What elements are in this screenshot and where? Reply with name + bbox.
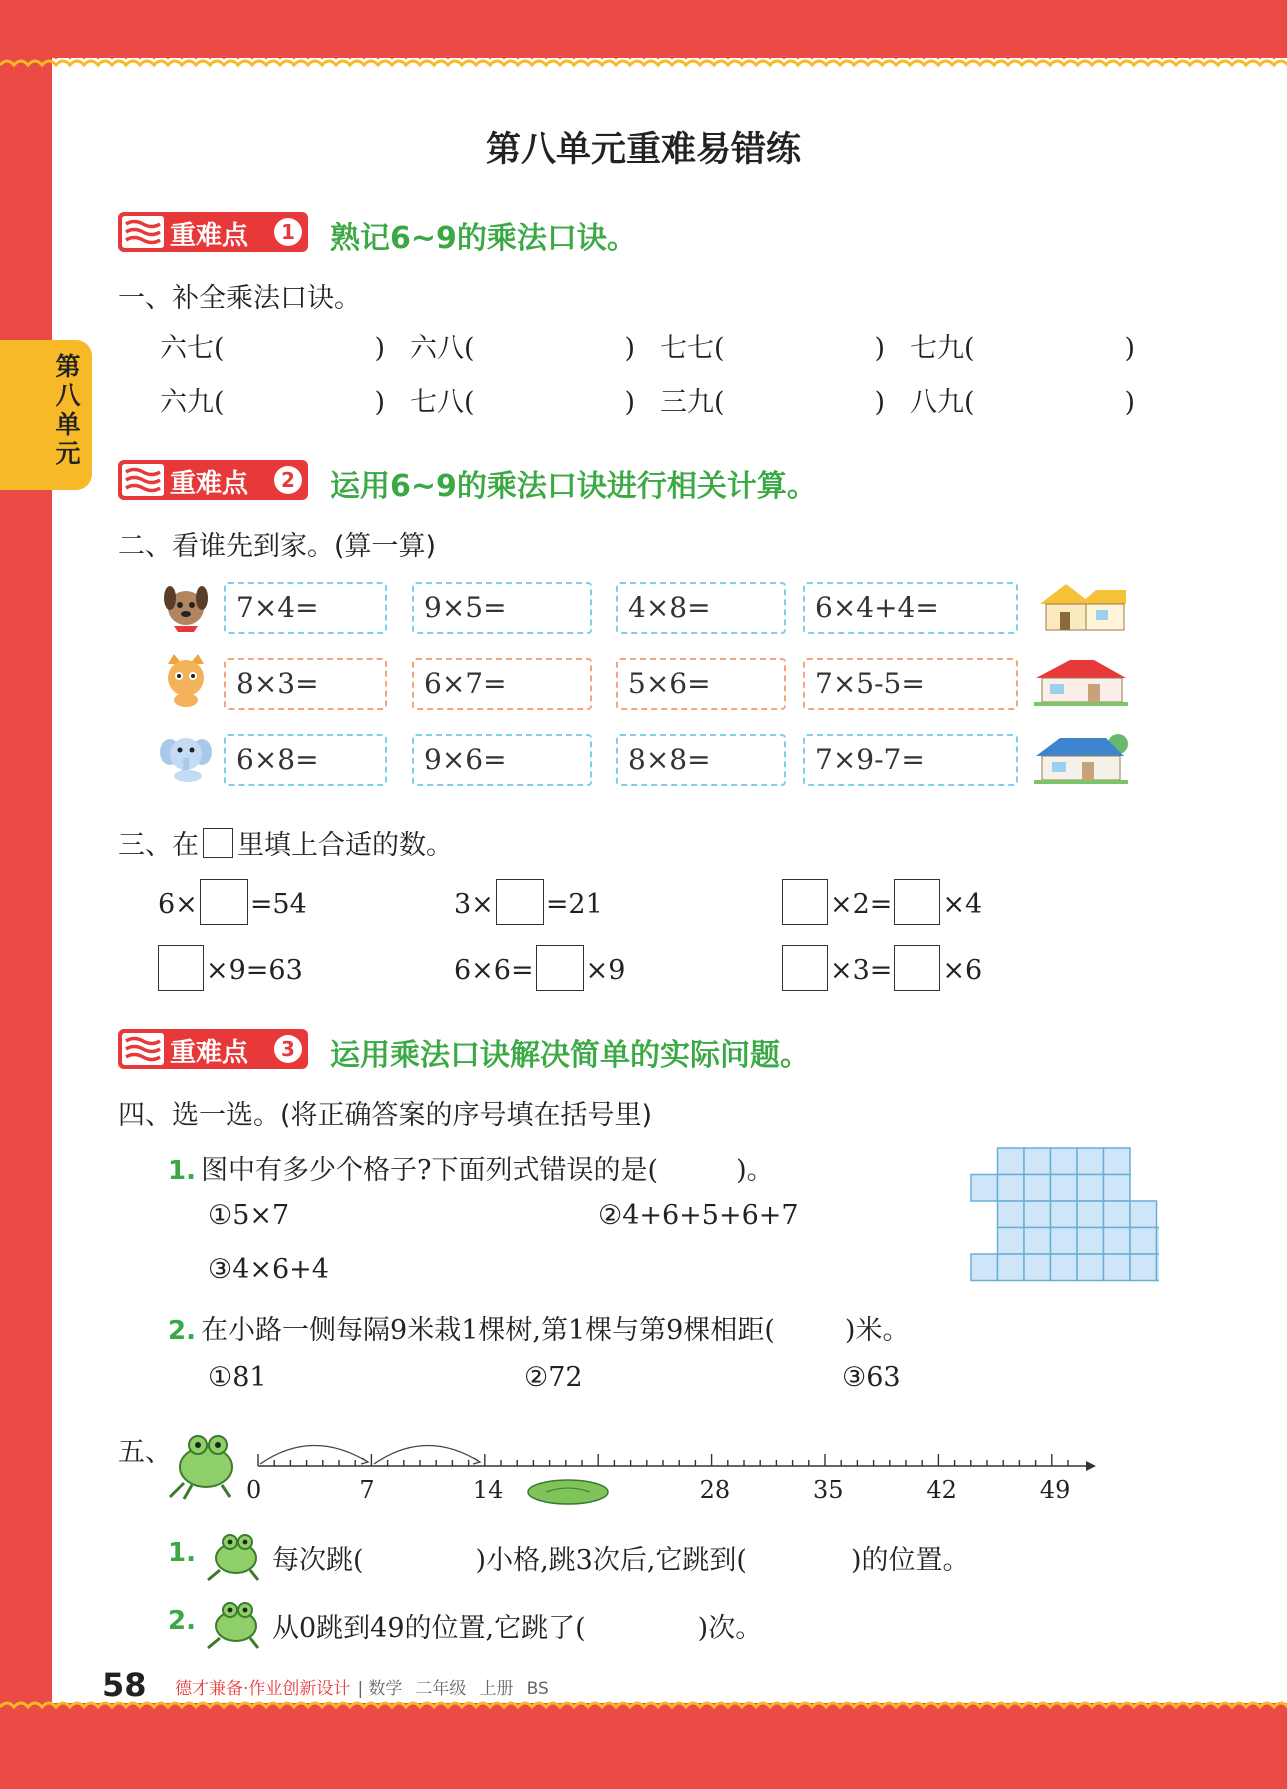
koujue-item [410,326,635,365]
grid-cell [998,1148,1025,1175]
equation-box[interactable]: 7×5-5= [803,658,1018,710]
eq-text: ×9=63 [206,955,303,986]
question-5-1-text [272,1538,970,1577]
answer-box[interactable] [158,945,204,991]
fill-eq-1 [158,879,307,925]
question-text: 图中有多少个格子?下面列式错误的是( [201,1155,659,1186]
number-line [250,1420,1100,1510]
key-point-number: 3 [274,1035,302,1063]
grid-cell [1130,1201,1157,1228]
grid-cell [1051,1254,1078,1281]
blank-box-sample [203,828,233,858]
eq-text: ×6 [942,955,983,986]
key-point-title: 运用6~9的乘法口诀进行相关计算。 [330,469,817,504]
section-4-heading: 四、选一选。(将正确答案的序号填在括号里) [118,1100,653,1131]
answer-box[interactable] [894,945,940,991]
eq-text: 6× [158,889,198,920]
koujue-text: 六八( [410,333,475,364]
eq-text: =54 [249,889,307,920]
grid-cell [1104,1148,1131,1175]
grid-cell [1104,1228,1131,1255]
answer-box[interactable] [200,879,248,925]
key-point-label: 重难点 [170,469,249,499]
elephant-icon [158,728,214,784]
stripes-icon [122,1033,164,1065]
question-5-1 [168,1538,196,1568]
key-point-title: 熟记6~9的乘法口诀。 [330,221,637,256]
question-4-1 [168,1148,774,1187]
grid-cell [998,1201,1025,1228]
grid-cell [1051,1228,1078,1255]
grid-cell [1051,1148,1078,1175]
footer-volume: 上册 [479,1679,514,1699]
grid-cell [1024,1201,1051,1228]
koujue-text: 七七( [660,333,725,364]
section-2-heading: 二、看谁先到家。(算一算) [118,531,437,562]
grid-cell [1024,1175,1051,1202]
equation-box[interactable]: 7×9-7= [803,734,1018,786]
grid-cell [1157,1228,1160,1255]
question-text: 从0跳到49的位置,它跳了( [272,1613,586,1644]
grid-cell [1077,1228,1104,1255]
tick-label: 35 [813,1476,844,1504]
koujue-item [910,380,1135,419]
question-number: 2. [168,1316,196,1346]
unit-side-tab-label: 第八单元 [55,352,81,468]
grid-cell [1051,1201,1078,1228]
grid-cell [998,1228,1025,1255]
section-1-heading: 一、补全乘法口诀。 [118,283,361,314]
tick-label: 28 [699,1476,731,1504]
footer-brand: 德才兼备·作业创新设计 [175,1679,351,1699]
koujue-text: 七八( [410,387,475,418]
grid-cell [1104,1175,1131,1202]
equation-box[interactable]: 7×4= [224,582,387,634]
answer-box[interactable] [536,945,584,991]
key-point-number: 2 [274,466,302,494]
grid-cell [971,1254,998,1281]
equation-box[interactable]: 9×5= [412,582,592,634]
koujue-text: 三九( [660,387,725,418]
grid-cell [1024,1148,1051,1175]
koujue-close: ) [624,333,636,364]
koujue-item [160,326,385,365]
question-5-2-text [272,1606,762,1645]
unit-side-tab [0,340,92,490]
grid-cell [1077,1254,1104,1281]
koujue-close: ) [1124,333,1136,364]
grid-cell [971,1175,998,1202]
koujue-item [660,326,885,365]
question-5-2 [168,1606,196,1636]
option-4-2-3: ③63 [842,1362,901,1393]
option-4-1-3: ③4×6+4 [208,1254,329,1285]
question-text: 在小路一侧每隔9米栽1棵树,第1棵与第9棵相距( [201,1315,775,1346]
fill-eq-4 [158,945,303,991]
koujue-close: ) [874,387,886,418]
equation-box[interactable]: 6×8= [224,734,387,786]
equation-box[interactable]: 9×6= [412,734,592,786]
grid-cell [1130,1254,1157,1281]
eq-text: ×2= [830,889,893,920]
tick-label: 0 [246,1476,262,1504]
frog-icon [162,1425,246,1501]
grid-cell [1051,1175,1078,1202]
key-point-label: 重难点 [170,221,249,251]
grid-cell [1104,1254,1131,1281]
grid-cell [1077,1148,1104,1175]
koujue-text: 六七( [160,333,225,364]
fill-eq-6 [782,945,982,991]
koujue-text: 六九( [160,387,225,418]
equation-box[interactable]: 4×8= [616,582,786,634]
section-3-heading-pre: 三、在 [118,830,199,861]
section-3-heading-post: 里填上合适的数。 [237,830,453,861]
option-4-2-2: ②72 [524,1362,583,1393]
question-number: 1. [168,1156,196,1186]
section-5-heading: 五、 [118,1437,172,1468]
cat-icon [160,652,212,708]
grid-cell [1130,1228,1157,1255]
equation-box[interactable]: 6×4+4= [803,582,1018,634]
option-4-2-1: ①81 [208,1362,267,1393]
eq-text: =21 [545,889,603,920]
koujue-item [410,380,635,419]
question-text: )的位置。 [850,1545,970,1576]
option-4-1-2: ②4+6+5+6+7 [598,1200,799,1231]
koujue-close: ) [374,333,386,364]
key-point-label: 重难点 [170,1038,249,1068]
grid-figure [969,1146,1159,1282]
footer-info: 德才兼备·作业创新设计 | 数学 二年级 上册 BS [175,1679,549,1699]
footer-subject: 数学 [368,1679,403,1699]
grid-cell [1104,1201,1131,1228]
eq-text: ×3= [830,955,893,986]
equation-box[interactable]: 6×7= [412,658,592,710]
fill-eq-3 [782,879,982,925]
koujue-text: 七九( [910,333,975,364]
question-text: )小格,跳3次后,它跳到( [475,1545,747,1576]
question-text: 每次跳( [272,1545,364,1576]
koujue-close: ) [624,387,636,418]
house-red-icon [1030,652,1130,708]
question-text-close: )米。 [844,1315,910,1346]
option-4-1-1: ①5×7 [208,1200,290,1231]
key-point-title: 运用乘法口诀解决简单的实际问题。 [330,1038,810,1073]
grid-cell [998,1254,1025,1281]
fill-eq-2 [454,879,603,925]
section-3-heading [118,823,453,862]
fill-eq-5 [454,945,625,991]
grid-cell [1024,1254,1051,1281]
question-4-2 [168,1308,909,1347]
key-point-badge [118,460,308,500]
page-title: 第八单元重难易错练 [485,130,801,170]
equation-box[interactable]: 5×6= [616,658,786,710]
small-frog-icon [202,1526,264,1582]
lily-pad-icon [528,1480,608,1504]
stripes-icon [122,464,164,496]
key-point-badge [118,212,308,252]
top-wavy-border [0,44,1287,84]
small-frog-icon [202,1594,264,1650]
question-text-close: )。 [736,1155,774,1186]
eq-text: 6×6= [454,955,534,986]
answer-box[interactable] [782,945,828,991]
koujue-close: ) [374,387,386,418]
house-blue-icon [1030,728,1130,788]
footer-edition: BS [526,1679,549,1699]
grid-cell [1157,1254,1160,1281]
tick-label: 7 [359,1476,375,1504]
eq-text: ×4 [942,889,983,920]
answer-box[interactable] [496,879,544,925]
question-number: 2. [168,1606,196,1636]
equation-box[interactable]: 8×8= [616,734,786,786]
eq-text: ×9 [585,955,626,986]
eq-text: 3× [454,889,494,920]
koujue-item [910,326,1135,365]
key-point-number: 1 [274,218,302,246]
koujue-text: 八九( [910,387,975,418]
question-text: )次。 [697,1613,763,1644]
grid-cell [998,1175,1025,1202]
koujue-close: ) [874,333,886,364]
puppy-icon [160,578,212,634]
grid-cell [1024,1228,1051,1255]
grid-cell [1077,1201,1104,1228]
stripes-icon [122,216,164,248]
grid-cell [1077,1175,1104,1202]
answer-box[interactable] [894,879,940,925]
tick-label: 14 [472,1476,504,1504]
key-point-badge [118,1029,308,1069]
page-number: 58 [102,1666,147,1704]
koujue-item [660,380,885,419]
house-yellow-icon [1030,578,1130,634]
tick-label: 42 [926,1476,957,1504]
tick-label: 49 [1039,1476,1071,1504]
footer-grade: 二年级 [415,1679,467,1699]
question-number: 1. [168,1538,196,1568]
equation-box[interactable]: 8×3= [224,658,387,710]
koujue-item [160,380,385,419]
answer-box[interactable] [782,879,828,925]
koujue-close: ) [1124,387,1136,418]
